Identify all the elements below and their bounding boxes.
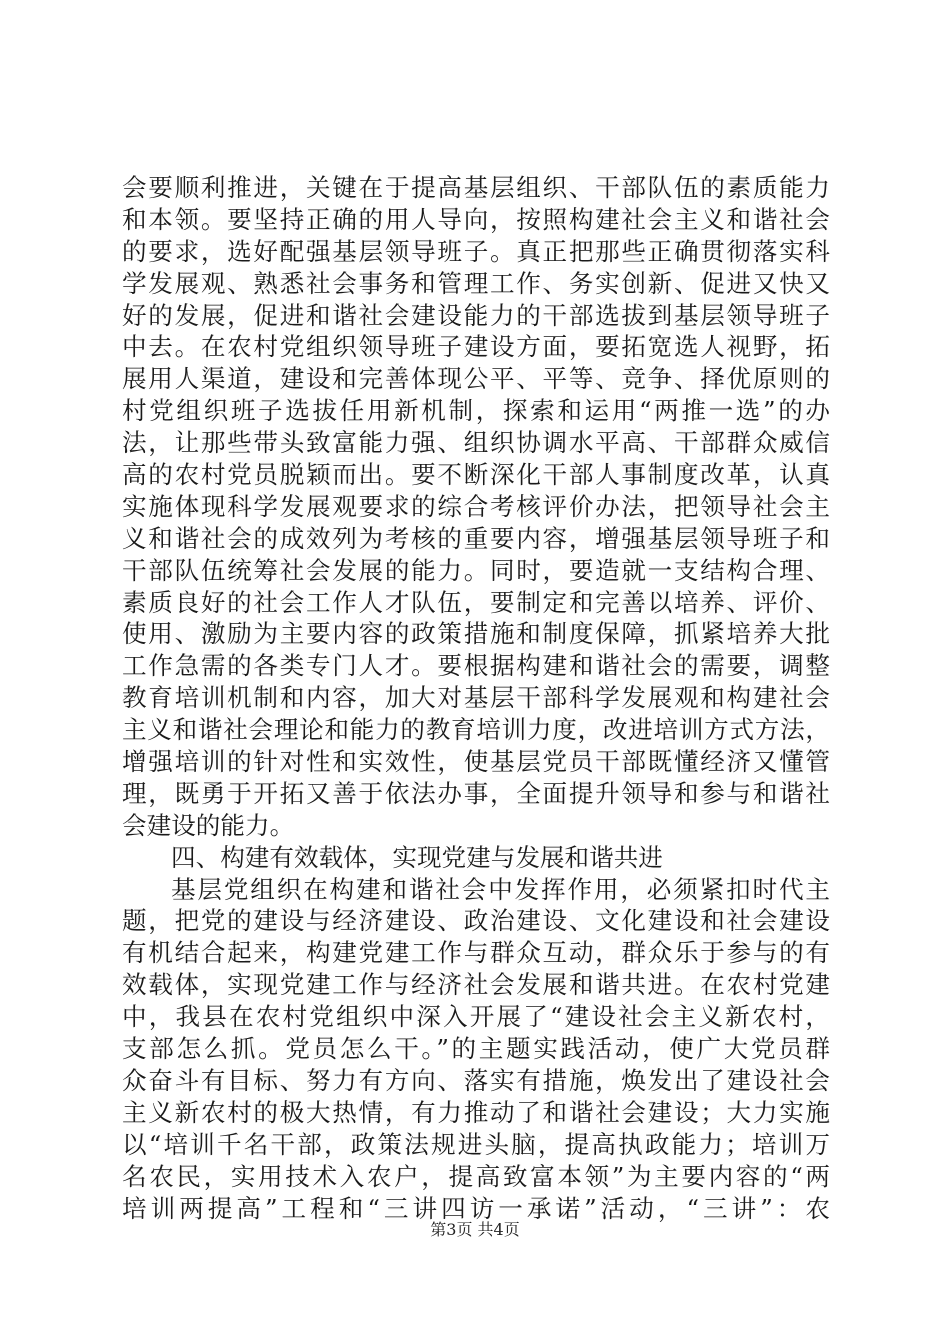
text-line: 和本领。要坚持正确的用人导向，按照构建社会主义和谐社会 bbox=[122, 204, 830, 234]
text-line: 中，我县在农村党组织中深入开展了“建设社会主义新农村， bbox=[122, 1002, 830, 1032]
text-line: 法，让那些带头致富能力强、组织协调水平高、干部群众威信 bbox=[122, 428, 830, 458]
page-footer: 第3页 共4页 bbox=[430, 1220, 520, 1239]
text-line: 效载体，实现党建工作与经济社会发展和谐共进。在农村党建 bbox=[122, 970, 830, 1000]
text-line: 会要顺利推进，关键在于提高基层组织、干部队伍的素质能力 bbox=[122, 173, 830, 202]
text-line: 义和谐社会的成效列为考核的重要内容，增强基层领导班子和 bbox=[122, 523, 830, 553]
text-line: 使用、激励为主要内容的政策措施和制度保障，抓紧培养大批 bbox=[122, 619, 830, 649]
paragraph bbox=[122, 172, 830, 842]
text-line: 展用人渠道，建设和完善体现公平、平等、竞争、择优原则的 bbox=[122, 364, 830, 394]
text-line: 高的农村党员脱颖而出。要不断深化干部人事制度改革，认真 bbox=[122, 460, 830, 490]
text-line: 培训两提高”工程和“三讲四访一承诺”活动，“三讲”：农 bbox=[122, 1193, 830, 1223]
heading-line: 四、构建有效载体，实现党建与发展和谐共进 bbox=[171, 842, 663, 872]
paragraph bbox=[122, 874, 830, 1225]
text-line: 村党组织班子选拔任用新机制，探索和运用“两推一选”的办 bbox=[122, 396, 830, 426]
text-line: 素质良好的社会工作人才队伍，要制定和完善以培养、评价、 bbox=[122, 587, 830, 617]
text-line: 题，把党的建设与经济建设、政治建设、文化建设和社会建设 bbox=[122, 906, 830, 936]
text-line: 中去。在农村党组织领导班子建设方面，要拓宽选人视野，拓 bbox=[122, 332, 830, 362]
text-line: 主义和谐社会理论和能力的教育培训力度，改进培训方式方法， bbox=[122, 715, 830, 745]
text-line: 主义新农村的极大热情，有力推动了和谐社会建设；大力实施 bbox=[122, 1097, 830, 1127]
text-line: 学发展观、熟悉社会事务和管理工作、务实创新、促进又快又 bbox=[122, 268, 830, 298]
section-heading bbox=[122, 842, 830, 874]
text-line: 众奋斗有目标、努力有方向、落实有措施，焕发出了建设社会 bbox=[122, 1065, 830, 1095]
text-line: 会建设的能力。 bbox=[122, 810, 295, 840]
text-line: 基层党组织在构建和谐社会中发挥作用，必须紧扣时代主 bbox=[171, 874, 830, 904]
text-line: 理，既勇于开拓又善于依法办事，全面提升领导和参与和谐社 bbox=[122, 778, 830, 808]
text-line: 名农民，实用技术入农户，提高致富本领”为主要内容的“两 bbox=[122, 1161, 830, 1191]
text-line: 以“培训千名干部，政策法规进头脑，提高执政能力；培训万 bbox=[122, 1129, 830, 1159]
text-line: 实施体现科学发展观要求的综合考核评价办法，把领导社会主 bbox=[122, 491, 830, 521]
text-line: 支部怎么抓。党员怎么干。”的主题实践活动，使广大党员群 bbox=[122, 1034, 830, 1064]
text-line: 的要求，选好配强基层领导班子。真正把那些正确贯彻落实科 bbox=[122, 236, 830, 266]
document-body bbox=[122, 172, 830, 1224]
text-line: 增强培训的针对性和实效性，使基层党员干部既懂经济又懂管 bbox=[122, 747, 830, 777]
text-line: 工作急需的各类专门人才。要根据构建和谐社会的需要，调整 bbox=[122, 651, 830, 681]
text-line: 干部队伍统筹社会发展的能力。同时，要造就一支结构合理、 bbox=[122, 555, 830, 585]
text-line: 好的发展，促进和谐社会建设能力的干部选拔到基层领导班子 bbox=[122, 300, 830, 330]
text-line: 有机结合起来，构建党建工作与群众互动，群众乐于参与的有 bbox=[122, 938, 830, 968]
text-line: 教育培训机制和内容，加大对基层干部科学发展观和构建社会 bbox=[122, 683, 830, 713]
